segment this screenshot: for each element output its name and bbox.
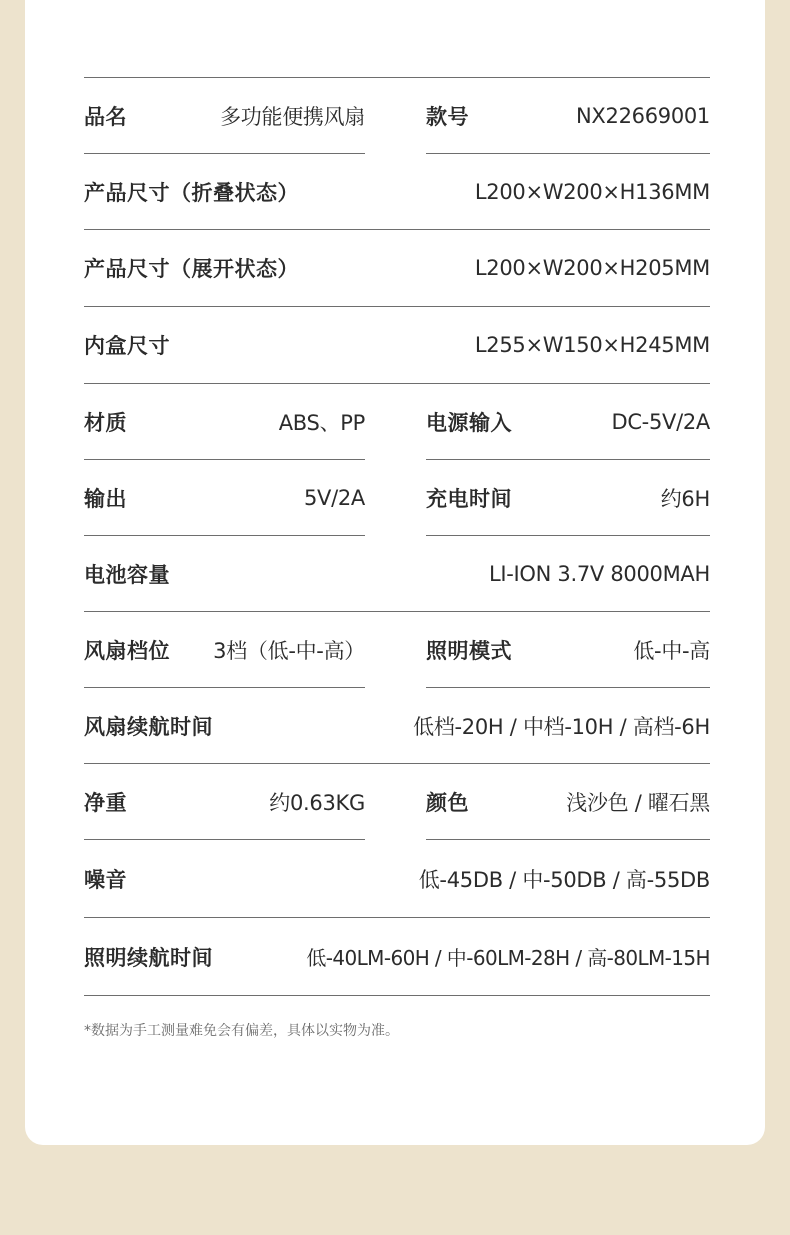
spec-cell bbox=[84, 154, 710, 230]
spec-row-name-model bbox=[84, 78, 710, 154]
spec-card bbox=[25, 0, 765, 1145]
spec-value: ABS、PP bbox=[278, 410, 365, 435]
spec-label: 照明续航时间 bbox=[84, 945, 213, 970]
spec-value: 5V/2A bbox=[303, 485, 365, 510]
spec-cell bbox=[84, 536, 710, 612]
spec-row-noise bbox=[84, 840, 710, 918]
spec-label: 电池容量 bbox=[84, 562, 170, 587]
spec-row-material-input bbox=[84, 384, 710, 460]
spec-value: 低-中-高 bbox=[633, 638, 710, 663]
spec-row-battery bbox=[84, 536, 710, 612]
spec-label: 款号 bbox=[426, 104, 469, 129]
spec-value: 低-45DB / 中-50DB / 高-55DB bbox=[418, 867, 710, 892]
spec-cell bbox=[84, 307, 710, 384]
spec-cell bbox=[84, 840, 710, 918]
spec-cell bbox=[426, 384, 710, 460]
spec-value: L200×W200×H205MM bbox=[474, 256, 710, 280]
spec-label: 风扇续航时间 bbox=[84, 714, 213, 739]
spec-cell bbox=[426, 764, 710, 840]
spec-cell bbox=[84, 460, 365, 536]
spec-label: 净重 bbox=[84, 790, 127, 815]
spec-value: L255×W150×H245MM bbox=[474, 333, 710, 357]
spec-cell bbox=[426, 612, 710, 688]
spec-value: 多功能便携风扇 bbox=[220, 104, 365, 129]
spec-cell bbox=[84, 78, 365, 154]
spec-label: 噪音 bbox=[84, 867, 127, 892]
spec-value: 浅沙色 / 曜石黑 bbox=[566, 790, 710, 815]
spec-row-unfolded-size bbox=[84, 230, 710, 307]
spec-label: 产品尺寸（展开状态） bbox=[84, 257, 299, 281]
spec-cell bbox=[84, 612, 365, 688]
spec-label: 风扇档位 bbox=[84, 638, 170, 663]
spec-value: 约0.63KG bbox=[269, 790, 365, 815]
spec-value: 3档（低-中-高） bbox=[213, 638, 365, 663]
spec-cell bbox=[426, 78, 710, 154]
spec-row-box-size bbox=[84, 307, 710, 384]
spec-value: LI-ION 3.7V 8000MAH bbox=[488, 561, 710, 586]
spec-value: DC-5V/2A bbox=[611, 409, 710, 434]
spec-row-folded-size bbox=[84, 154, 710, 230]
spec-label: 产品尺寸（折叠状态） bbox=[84, 180, 299, 205]
spec-row-gear-light bbox=[84, 612, 710, 688]
spec-cell bbox=[84, 230, 710, 307]
spec-row-fan-runtime bbox=[84, 688, 710, 764]
spec-cell bbox=[84, 918, 710, 996]
spec-label: 输出 bbox=[84, 486, 127, 511]
spec-label: 材质 bbox=[84, 410, 127, 435]
spec-row-light-runtime bbox=[84, 918, 710, 996]
disclaimer-note: *数据为手工测量难免会有偏差，具体以实物为准。 bbox=[84, 1023, 399, 1039]
spec-value: 低-40LM-60H / 中-60LM-28H / 高-80LM-15H bbox=[306, 946, 710, 970]
spec-label: 照明模式 bbox=[426, 638, 512, 663]
spec-label: 颜色 bbox=[426, 790, 469, 815]
spec-row-weight-color bbox=[84, 764, 710, 840]
spec-cell bbox=[426, 460, 710, 536]
spec-label: 品名 bbox=[84, 104, 127, 129]
spec-cell bbox=[84, 764, 365, 840]
spec-value: NX22669001 bbox=[576, 103, 710, 128]
spec-value: 低档-20H / 中档-10H / 高档-6H bbox=[413, 714, 710, 739]
spec-label: 充电时间 bbox=[426, 486, 512, 511]
spec-value: 约6H bbox=[660, 486, 710, 511]
spec-label: 电源输入 bbox=[426, 410, 512, 435]
spec-table bbox=[84, 77, 710, 996]
spec-cell bbox=[84, 384, 365, 460]
spec-label: 内盒尺寸 bbox=[84, 334, 170, 358]
spec-cell bbox=[84, 688, 710, 764]
spec-row-output-charge bbox=[84, 460, 710, 536]
spec-value: L200×W200×H136MM bbox=[474, 179, 710, 204]
